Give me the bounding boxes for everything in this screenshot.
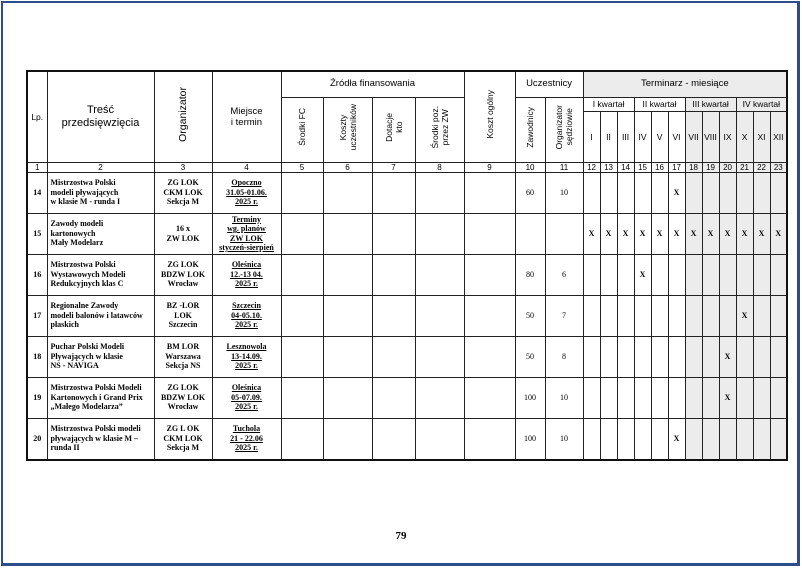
row-month-mark xyxy=(651,295,668,336)
row-month-mark xyxy=(634,172,651,213)
row-empty-cell xyxy=(464,254,515,295)
table-row xyxy=(27,254,787,295)
row-empty-cell xyxy=(372,295,415,336)
row-zawodnicy xyxy=(515,213,545,254)
header-miejsce: Miejsce i termin xyxy=(212,71,281,162)
row-month-mark xyxy=(770,377,787,418)
row-sedziowie: 6 xyxy=(545,254,583,295)
row-empty-cell xyxy=(415,213,464,254)
row-month-mark xyxy=(634,254,651,295)
row-month-mark xyxy=(634,213,651,254)
header-month: X xyxy=(736,111,753,162)
row-month-mark xyxy=(583,295,600,336)
x-mark: X xyxy=(588,228,595,238)
row-month-mark xyxy=(651,213,668,254)
row-month-mark xyxy=(770,213,787,254)
row-empty-cell xyxy=(415,336,464,377)
column-number: 1 xyxy=(27,162,47,172)
x-mark: X xyxy=(673,433,680,443)
header-kwartal-2: II kwartał xyxy=(634,97,685,111)
header-uczestnicy: Uczestnicy xyxy=(515,71,583,97)
x-mark: X xyxy=(605,228,612,238)
header-month: IV xyxy=(634,111,651,162)
row-empty-cell xyxy=(415,377,464,418)
header-srodki-zw xyxy=(415,97,464,162)
row-month-mark xyxy=(736,172,753,213)
column-number: 23 xyxy=(770,162,787,172)
row-month-mark xyxy=(685,295,702,336)
header-srodki-zw-text: Środki poz. przez ZW xyxy=(429,105,450,149)
row-tresc: Mistrzostwa Polski Wystawowych Modeli Redukcyjnych klas C xyxy=(47,254,154,295)
row-sedziowie: 10 xyxy=(545,377,583,418)
column-number: 20 xyxy=(719,162,736,172)
row-month-mark xyxy=(736,336,753,377)
row-organizator: BM LOR Warszawa Sekcja NS xyxy=(154,336,212,377)
row-month-mark xyxy=(600,172,617,213)
row-month-mark xyxy=(719,377,736,418)
x-mark: X xyxy=(741,228,748,238)
header-month: VII xyxy=(685,111,702,162)
row-organizator: BZ -LOR LOK Szczecin xyxy=(154,295,212,336)
row-empty-cell xyxy=(372,213,415,254)
header-zawodnicy xyxy=(515,97,545,162)
row-month-mark xyxy=(753,254,770,295)
header-srodki-fc-text: Środki FC xyxy=(297,108,307,146)
header-month: I xyxy=(583,111,600,162)
row-organizator: ZG LOK BDZW LOK Wrocław xyxy=(154,254,212,295)
row-month-mark xyxy=(600,377,617,418)
header-tresc: Treść przedsięwzięcia xyxy=(47,71,154,162)
header-organizator-text: Organizator xyxy=(177,86,189,142)
row-lp: 19 xyxy=(27,377,47,418)
x-mark: X xyxy=(758,228,765,238)
row-empty-cell xyxy=(372,336,415,377)
row-lp: 18 xyxy=(27,336,47,377)
row-month-mark xyxy=(719,254,736,295)
row-tresc: Mistrzostwa Polski modeli pływających w klasie M – runda II xyxy=(47,418,154,460)
header-koszty-text: Koszty uczestników xyxy=(337,103,358,151)
row-empty-cell xyxy=(281,295,323,336)
row-organizator: 16 x ZW LOK xyxy=(154,213,212,254)
x-mark: X xyxy=(656,228,663,238)
column-number: 11 xyxy=(545,162,583,172)
header-kwartal-3: III kwartał xyxy=(685,97,736,111)
row-month-mark xyxy=(583,172,600,213)
row-miejsce xyxy=(212,254,281,295)
row-empty-cell xyxy=(415,295,464,336)
header-sedziowie-text: Organizator sędziowie xyxy=(554,104,575,150)
row-organizator: ZG LOK BDZW LOK Wrocław xyxy=(154,377,212,418)
row-month-mark xyxy=(600,418,617,460)
row-month-mark xyxy=(753,172,770,213)
row-month-mark xyxy=(617,295,634,336)
column-number: 12 xyxy=(583,162,600,172)
column-number: 5 xyxy=(281,162,323,172)
x-mark: X xyxy=(639,228,646,238)
row-empty-cell xyxy=(323,213,372,254)
row-month-mark xyxy=(651,254,668,295)
row-tresc: Zawody modeli kartonowych Mały Modelarz xyxy=(47,213,154,254)
column-number: 4 xyxy=(212,162,281,172)
row-empty-cell xyxy=(323,254,372,295)
header-dotacje xyxy=(372,97,415,162)
row-miejsce-text: Oleśnica 12.-13 04. 2025 r. xyxy=(230,260,263,289)
row-month-mark xyxy=(617,213,634,254)
row-month-mark xyxy=(651,172,668,213)
row-month-mark xyxy=(583,254,600,295)
row-month-mark xyxy=(753,295,770,336)
row-empty-cell xyxy=(415,172,464,213)
row-month-mark xyxy=(668,172,685,213)
row-miejsce xyxy=(212,172,281,213)
column-number: 21 xyxy=(736,162,753,172)
header-lp: Lp. xyxy=(27,71,47,162)
row-miejsce-text: Opoczno 31.05-01.06. 2025 r. xyxy=(226,178,267,207)
row-month-mark xyxy=(770,254,787,295)
row-month-mark xyxy=(617,418,634,460)
x-mark: X xyxy=(707,228,714,238)
row-month-mark xyxy=(651,418,668,460)
row-miejsce-text: Tuchola 21 - 22.06 2025 r. xyxy=(230,424,263,453)
header-month: V xyxy=(651,111,668,162)
header-srodki-fc xyxy=(281,97,323,162)
row-empty-cell xyxy=(464,418,515,460)
x-mark: X xyxy=(622,228,629,238)
header-kwartal-1: I kwartał xyxy=(583,97,634,111)
row-month-mark xyxy=(685,254,702,295)
row-month-mark xyxy=(668,295,685,336)
header-month: III xyxy=(617,111,634,162)
header-sedziowie xyxy=(545,97,583,162)
column-number: 16 xyxy=(651,162,668,172)
column-number: 3 xyxy=(154,162,212,172)
row-month-mark xyxy=(668,336,685,377)
row-month-mark xyxy=(770,172,787,213)
row-miejsce-text: Oleśnica 05-07.09. 2025 r. xyxy=(231,383,262,412)
row-month-mark xyxy=(753,213,770,254)
row-zawodnicy: 60 xyxy=(515,172,545,213)
header-zrodla: Źródła finansowania xyxy=(281,71,464,97)
row-month-mark xyxy=(736,377,753,418)
row-empty-cell xyxy=(281,172,323,213)
column-number: 22 xyxy=(753,162,770,172)
row-lp: 16 xyxy=(27,254,47,295)
row-month-mark xyxy=(685,336,702,377)
row-sedziowie: 10 xyxy=(545,418,583,460)
row-month-mark xyxy=(685,377,702,418)
row-organizator: ZG L OK CKM LOK Sekcja M xyxy=(154,418,212,460)
header-terminarz: Terminarz - miesiące xyxy=(583,71,787,97)
row-empty-cell xyxy=(464,172,515,213)
header-month: VIII xyxy=(702,111,719,162)
row-month-mark xyxy=(753,377,770,418)
table-row xyxy=(27,213,787,254)
column-number: 8 xyxy=(415,162,464,172)
row-month-mark xyxy=(617,336,634,377)
row-month-mark xyxy=(702,213,719,254)
table-row xyxy=(27,418,787,460)
x-mark: X xyxy=(724,351,731,361)
row-empty-cell xyxy=(464,336,515,377)
row-month-mark xyxy=(736,295,753,336)
row-empty-cell xyxy=(281,418,323,460)
row-month-mark xyxy=(702,295,719,336)
row-month-mark xyxy=(719,295,736,336)
row-month-mark xyxy=(702,377,719,418)
page-number: 79 xyxy=(395,530,407,542)
header-zawodnicy-text: Zawodnicy xyxy=(525,106,536,148)
row-sedziowie: 7 xyxy=(545,295,583,336)
x-mark: X xyxy=(724,228,731,238)
row-empty-cell xyxy=(372,172,415,213)
row-month-mark xyxy=(583,336,600,377)
column-number: 10 xyxy=(515,162,545,172)
row-sedziowie: 8 xyxy=(545,336,583,377)
header-koszt-text: Koszt ogólny xyxy=(484,89,495,139)
row-month-mark xyxy=(719,172,736,213)
header-koszty xyxy=(323,97,372,162)
table-row xyxy=(27,172,787,213)
row-zawodnicy: 100 xyxy=(515,418,545,460)
column-number: 17 xyxy=(668,162,685,172)
row-zawodnicy: 80 xyxy=(515,254,545,295)
row-sedziowie: 10 xyxy=(545,172,583,213)
row-empty-cell xyxy=(464,377,515,418)
header-dotacje-text: Dotacje kto xyxy=(383,112,404,142)
header-kwartal-4: IV kwartał xyxy=(736,97,787,111)
row-miejsce xyxy=(212,213,281,254)
row-month-mark xyxy=(617,254,634,295)
header-koszt xyxy=(464,71,515,162)
row-empty-cell xyxy=(323,172,372,213)
header-month: XII xyxy=(770,111,787,162)
row-month-mark xyxy=(600,336,617,377)
column-number: 7 xyxy=(372,162,415,172)
row-miejsce xyxy=(212,418,281,460)
row-empty-cell xyxy=(323,336,372,377)
row-month-mark xyxy=(685,172,702,213)
row-empty-cell xyxy=(323,377,372,418)
row-month-mark xyxy=(753,336,770,377)
column-number: 2 xyxy=(47,162,154,172)
row-month-mark xyxy=(702,336,719,377)
row-zawodnicy: 100 xyxy=(515,377,545,418)
column-number: 14 xyxy=(617,162,634,172)
row-month-mark xyxy=(702,254,719,295)
header-month: IX xyxy=(719,111,736,162)
row-month-mark xyxy=(583,213,600,254)
column-number: 6 xyxy=(323,162,372,172)
x-mark: X xyxy=(673,228,680,238)
row-month-mark xyxy=(668,254,685,295)
row-month-mark xyxy=(634,418,651,460)
row-empty-cell xyxy=(464,213,515,254)
row-month-mark xyxy=(685,418,702,460)
row-month-mark xyxy=(753,418,770,460)
row-month-mark xyxy=(600,295,617,336)
row-tresc: Mistrzostwa Polski modeli pływających w klasie M - runda I xyxy=(47,172,154,213)
column-number: 18 xyxy=(685,162,702,172)
header-organizator xyxy=(154,71,212,162)
row-month-mark xyxy=(634,336,651,377)
row-empty-cell xyxy=(323,295,372,336)
row-miejsce xyxy=(212,336,281,377)
row-month-mark xyxy=(719,418,736,460)
row-month-mark xyxy=(719,336,736,377)
row-month-mark xyxy=(634,377,651,418)
row-month-mark xyxy=(651,377,668,418)
header-month: XI xyxy=(753,111,770,162)
row-month-mark xyxy=(770,418,787,460)
row-empty-cell xyxy=(372,254,415,295)
row-empty-cell xyxy=(372,377,415,418)
row-miejsce-text: Lesznowola 13-14.09. 2025 r. xyxy=(226,342,267,371)
events-table xyxy=(26,70,788,461)
row-month-mark xyxy=(617,172,634,213)
row-month-mark xyxy=(702,418,719,460)
x-mark: X xyxy=(741,310,748,320)
row-month-mark xyxy=(736,254,753,295)
row-empty-cell xyxy=(415,254,464,295)
row-month-mark xyxy=(583,377,600,418)
row-month-mark xyxy=(668,213,685,254)
row-month-mark xyxy=(583,418,600,460)
row-empty-cell xyxy=(281,213,323,254)
row-month-mark xyxy=(600,213,617,254)
row-sedziowie xyxy=(545,213,583,254)
row-month-mark xyxy=(668,377,685,418)
row-miejsce xyxy=(212,377,281,418)
row-month-mark xyxy=(770,336,787,377)
row-month-mark xyxy=(736,213,753,254)
column-number: 13 xyxy=(600,162,617,172)
table-row xyxy=(27,336,787,377)
table-row xyxy=(27,377,787,418)
row-empty-cell xyxy=(464,295,515,336)
column-number: 19 xyxy=(702,162,719,172)
row-lp: 20 xyxy=(27,418,47,460)
column-number: 9 xyxy=(464,162,515,172)
row-lp: 14 xyxy=(27,172,47,213)
row-month-mark xyxy=(719,213,736,254)
column-number: 15 xyxy=(634,162,651,172)
row-miejsce-text: Szczecin 04-05.10. 2025 r. xyxy=(231,301,262,330)
row-tresc: Puchar Polski Modeli Pływających w klasie NS - NAVIGA xyxy=(47,336,154,377)
row-empty-cell xyxy=(281,336,323,377)
row-organizator: ZG LOK CKM LOK Sekcja M xyxy=(154,172,212,213)
row-miejsce xyxy=(212,295,281,336)
row-empty-cell xyxy=(372,418,415,460)
header-month: II xyxy=(600,111,617,162)
row-month-mark xyxy=(651,336,668,377)
header-month: VI xyxy=(668,111,685,162)
row-month-mark xyxy=(634,295,651,336)
row-empty-cell xyxy=(415,418,464,460)
row-tresc: Mistrzostwa Polski Modeli Kartonowych i Grand Prix „Małego Modelarza” xyxy=(47,377,154,418)
row-empty-cell xyxy=(281,254,323,295)
row-month-mark xyxy=(685,213,702,254)
row-month-mark xyxy=(668,418,685,460)
row-empty-cell xyxy=(323,418,372,460)
table-row xyxy=(27,295,787,336)
row-zawodnicy: 50 xyxy=(515,295,545,336)
row-miejsce-text: Terminy wg. planów ZW LOK styczeń-sierpień xyxy=(219,214,274,252)
x-mark: X xyxy=(724,392,731,402)
row-month-mark xyxy=(736,418,753,460)
row-lp: 17 xyxy=(27,295,47,336)
row-tresc: Regionalne Zawody modeli balonów i latawców płaskich xyxy=(47,295,154,336)
row-month-mark xyxy=(702,172,719,213)
row-zawodnicy: 50 xyxy=(515,336,545,377)
x-mark: X xyxy=(690,228,697,238)
row-month-mark xyxy=(600,254,617,295)
row-month-mark xyxy=(770,295,787,336)
row-month-mark xyxy=(617,377,634,418)
x-mark: X xyxy=(775,228,782,238)
x-mark: X xyxy=(673,187,680,197)
row-empty-cell xyxy=(281,377,323,418)
x-mark: X xyxy=(639,269,646,279)
row-lp: 15 xyxy=(27,213,47,254)
